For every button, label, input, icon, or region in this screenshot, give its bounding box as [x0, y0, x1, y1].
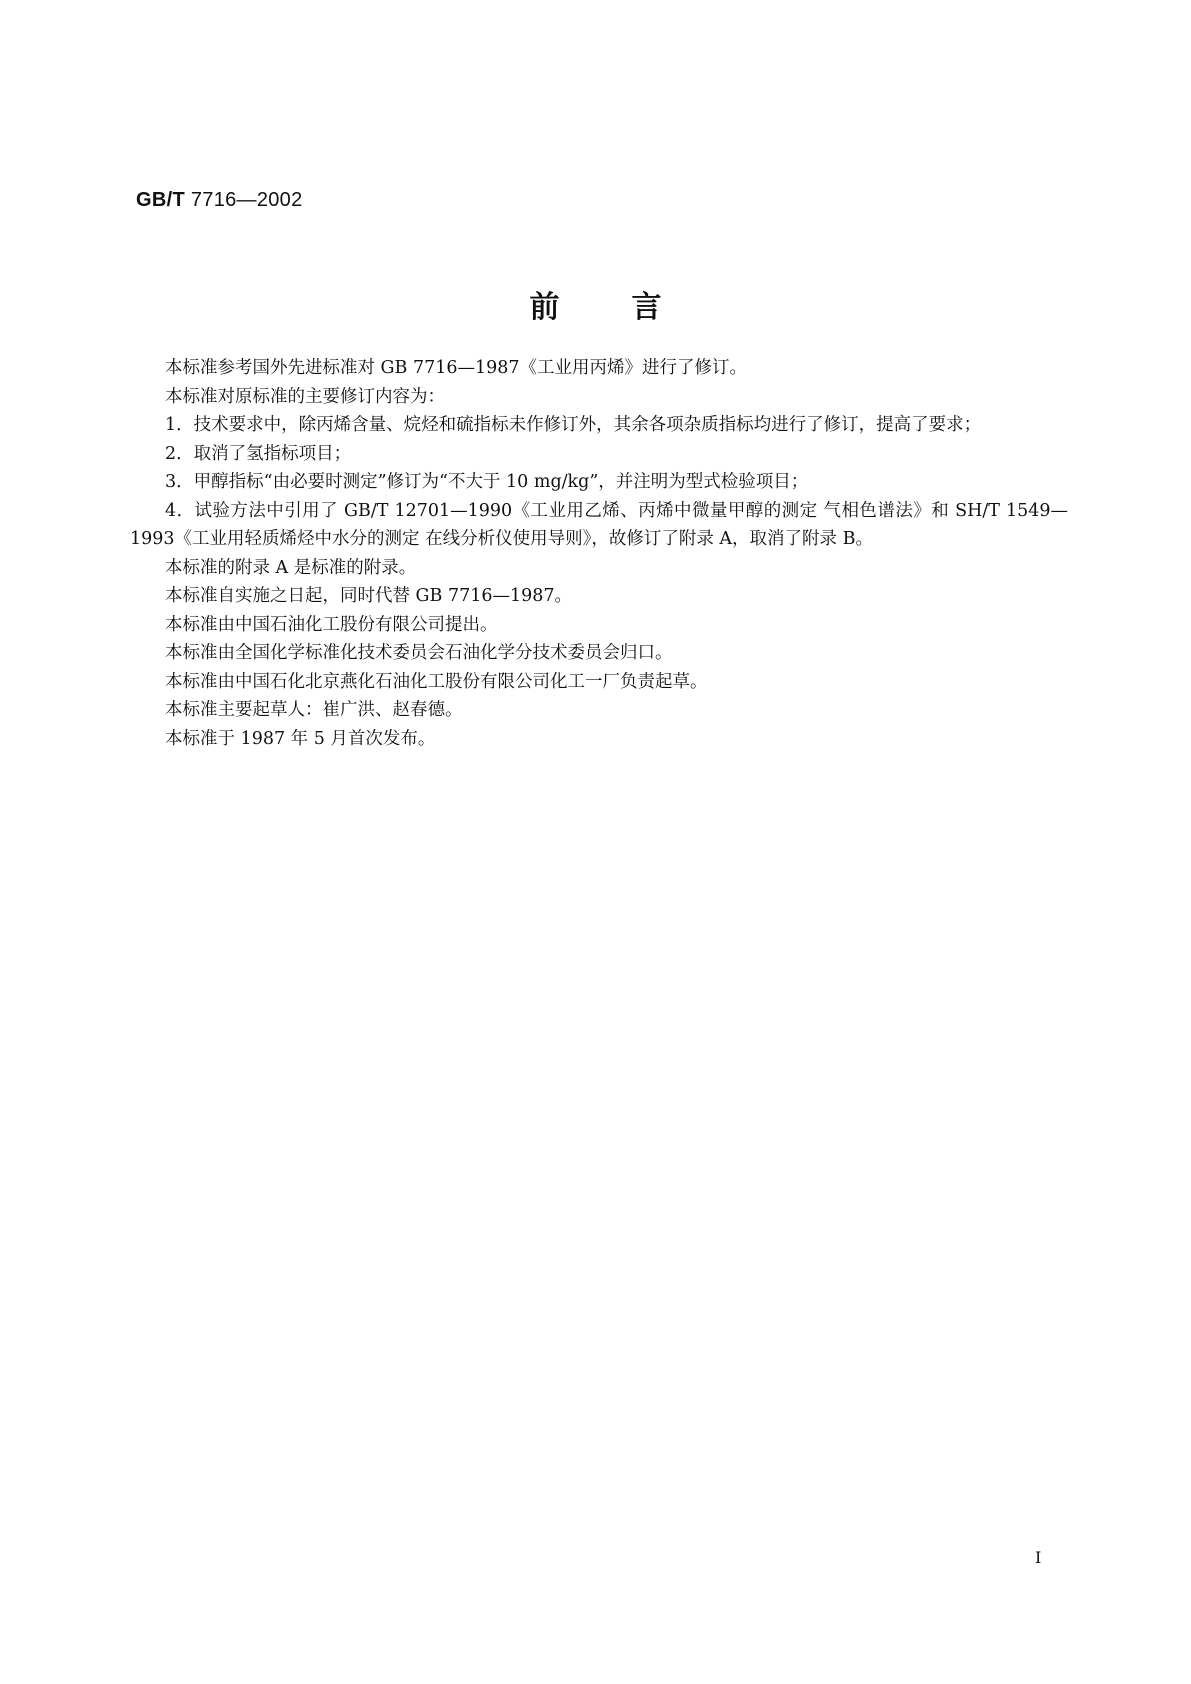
paragraph: 本标准于 1987 年 5 月首次发布。	[165, 728, 436, 749]
paragraph: 本标准由中国石化北京燕化石油化工股份有限公司化工一厂负责起草。	[165, 671, 708, 692]
foreword-body	[130, 354, 1068, 753]
list-item: 3．甲醇指标“由必要时测定”修订为“不大于 10 mg/kg”，并注明为型式检验项目；	[165, 472, 809, 492]
document-code-number: 7716—2002	[190, 189, 303, 211]
list-item: 4．试验方法中引用了 GB/T 12701—1990《工业用乙烯、丙烯中微量甲醇的测定 气相色谱法》和 SH/T 1549—1993《工业用轻质烯烃中水分的测定 在线分析仪使用导则》，故修订了附录 A，取消了附录 B。	[130, 500, 1068, 549]
list-item: 2．取消了氢指标项目；	[165, 443, 352, 464]
page-title: 前言	[529, 290, 734, 325]
document-code-prefix: GB/T	[136, 189, 185, 211]
paragraph: 本标准由中国石油化工股份有限公司提出。	[165, 614, 498, 635]
list-item: 1．技术要求中，除丙烯含量、烷烃和硫指标未作修订外，其余各项杂质指标均进行了修订，提高了要求；	[165, 415, 982, 435]
paragraph: 本标准由全国化学标准化技术委员会石油化学分技术委员会归口。	[165, 643, 673, 663]
paragraph: 本标准自实施之日起，同时代替 GB 7716—1987。	[165, 586, 573, 606]
page-number: I	[1035, 1548, 1042, 1567]
paragraph: 本标准对原标准的主要修订内容为：	[165, 386, 445, 407]
document-code	[136, 189, 303, 212]
paragraph: 本标准的附录 A 是标准的附录。	[165, 557, 417, 578]
paragraph: 本标准参考国外先进标准对 GB 7716—1987《工业用丙烯》进行了修订。	[165, 358, 748, 378]
paragraph: 本标准主要起草人：崔广洪、赵春德。	[165, 700, 463, 720]
